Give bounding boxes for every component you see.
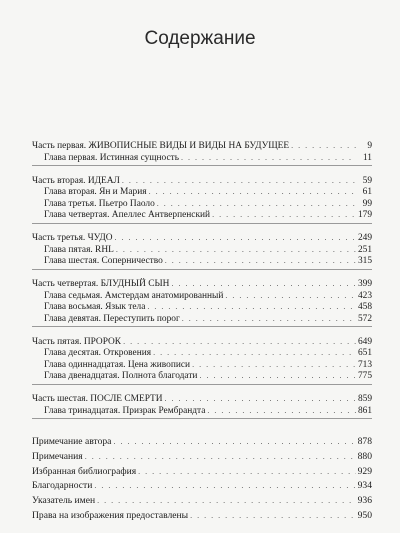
leader-dots xyxy=(291,140,356,152)
toc-chapter-label: Глава четвертая. Апеллес Антверпенский xyxy=(44,210,211,220)
toc-page-number: 859 xyxy=(357,394,372,404)
toc-chapter-3[interactable] xyxy=(32,198,372,210)
leader-dots xyxy=(94,479,355,494)
toc-page-number: 929 xyxy=(357,465,372,477)
leader-dots xyxy=(190,509,356,524)
toc-chapter-10[interactable] xyxy=(32,347,372,359)
toc-part-label: Часть четвертая. БЛУДНЫЙ СЫН xyxy=(32,279,170,289)
toc-page-number: 315 xyxy=(357,256,372,266)
leader-dots xyxy=(149,186,356,198)
toc-chapter-label: Глава третья. Пьетро Паоло xyxy=(44,198,155,209)
toc-chapter-label: Глава первая. Истинная сущность xyxy=(44,152,180,163)
leader-dots xyxy=(192,359,356,371)
part-divider xyxy=(32,326,372,327)
toc-chapter-12[interactable] xyxy=(32,370,372,382)
toc-back-label: Указатель имен xyxy=(32,495,96,507)
leader-dots xyxy=(85,450,356,465)
toc-part-label: Часть третья. ЧУДО xyxy=(32,233,113,243)
toc-chapter-6[interactable] xyxy=(32,255,372,267)
leader-dots xyxy=(165,255,356,267)
toc-part-3[interactable] xyxy=(32,232,372,244)
leader-dots xyxy=(123,336,356,348)
leader-dots xyxy=(116,244,356,256)
toc-chapter-1[interactable] xyxy=(32,152,372,164)
part-divider xyxy=(32,418,372,419)
toc-page-number: 861 xyxy=(357,405,372,416)
toc-back-item[interactable] xyxy=(32,494,372,509)
leader-dots xyxy=(212,209,356,221)
toc-part-5[interactable] xyxy=(32,336,372,348)
toc-page-number: 399 xyxy=(357,279,372,289)
table-of-contents xyxy=(32,140,372,524)
leader-dots xyxy=(181,152,356,164)
toc-back-label: Примечания xyxy=(32,450,83,462)
toc-page-number: 934 xyxy=(357,480,372,492)
toc-page-number: 572 xyxy=(357,313,372,324)
toc-chapter-label: Глава пятая. RHL xyxy=(44,244,114,255)
toc-back-label: Примечание автора xyxy=(32,436,112,447)
toc-chapter-label: Глава вторая. Ян и Мария xyxy=(44,187,147,197)
part-divider xyxy=(32,223,372,224)
toc-page-number: 458 xyxy=(357,302,372,312)
toc-part-4[interactable] xyxy=(32,278,372,290)
toc-part-label: Часть пятая. ПРОРОК xyxy=(32,336,122,347)
toc-back-label: Благодарности xyxy=(32,480,93,492)
toc-page-number: 423 xyxy=(357,290,372,301)
toc-page-number: 880 xyxy=(357,450,372,462)
toc-part-2[interactable] xyxy=(32,175,372,187)
toc-chapter-13[interactable] xyxy=(32,405,372,417)
toc-back-label: Права на изображения предоставлены xyxy=(32,509,189,521)
toc-page-number: 251 xyxy=(357,244,372,255)
leader-dots xyxy=(199,370,356,382)
leader-dots xyxy=(147,301,356,313)
page-title: Содержание xyxy=(144,28,256,49)
leader-dots xyxy=(138,465,355,480)
part-divider xyxy=(32,384,372,385)
leader-dots xyxy=(122,175,356,187)
toc-chapter-label: Глава девятая. Переступить порог xyxy=(44,313,180,324)
toc-page-number: 59 xyxy=(362,175,372,186)
toc-chapter-label: Глава седьмая. Амстердам анатомированный xyxy=(44,290,224,301)
leader-dots xyxy=(165,393,356,405)
back-matter xyxy=(32,435,372,524)
toc-page-number: 249 xyxy=(357,233,372,243)
leader-dots xyxy=(182,313,356,325)
leader-dots xyxy=(115,232,356,244)
toc-chapter-7[interactable] xyxy=(32,290,372,302)
toc-chapter-8[interactable] xyxy=(32,301,372,313)
toc-page-number: 11 xyxy=(362,152,372,163)
toc-back-item[interactable] xyxy=(32,435,372,450)
part-divider xyxy=(32,269,372,270)
toc-chapter-label: Глава одиннадцатая. Цена живописи xyxy=(44,359,191,370)
toc-part-6[interactable] xyxy=(32,393,372,405)
toc-back-item[interactable] xyxy=(32,450,372,465)
toc-page-number: 9 xyxy=(367,141,372,151)
toc-page-number: 61 xyxy=(362,187,372,197)
toc-chapter-11[interactable] xyxy=(32,359,372,371)
toc-chapter-label: Глава восьмая. Язык тела xyxy=(44,302,146,312)
toc-chapter-label: Глава десятая. Откровения xyxy=(44,348,152,358)
toc-chapter-5[interactable] xyxy=(32,244,372,256)
toc-page-number: 878 xyxy=(357,436,372,447)
toc-page-number: 99 xyxy=(362,198,372,209)
toc-part-label: Часть шестая. ПОСЛЕ СМЕРТИ xyxy=(32,394,163,404)
toc-chapter-4[interactable] xyxy=(32,209,372,221)
toc-page-number: 649 xyxy=(357,336,372,347)
toc-page-number: 950 xyxy=(357,509,372,521)
toc-part-1[interactable] xyxy=(32,140,372,152)
toc-part-label: Часть вторая. ИДЕАЛ xyxy=(32,175,120,186)
toc-page-number: 651 xyxy=(357,348,372,358)
toc-page-number: 179 xyxy=(357,210,372,220)
toc-back-item[interactable] xyxy=(32,479,372,494)
toc-chapter-2[interactable] xyxy=(32,186,372,198)
part-divider xyxy=(32,165,372,166)
toc-part-label: Часть первая. ЖИВОПИСНЫЕ ВИДЫ И ВИДЫ НА БУДУЩЕЕ xyxy=(32,141,290,151)
toc-back-item[interactable] xyxy=(32,509,372,524)
toc-chapter-label: Глава двенадцатая. Полнота благодати xyxy=(44,371,198,381)
leader-dots xyxy=(171,278,356,290)
toc-chapter-9[interactable] xyxy=(32,313,372,325)
toc-chapter-label: Глава шестая. Соперничество xyxy=(44,256,163,266)
leader-dots xyxy=(207,405,356,417)
leader-dots xyxy=(153,347,356,359)
leader-dots xyxy=(113,435,355,450)
toc-page-number: 713 xyxy=(357,359,372,370)
toc-back-label: Избранная библиография xyxy=(32,465,137,477)
toc-page-number: 936 xyxy=(357,495,372,507)
leader-dots xyxy=(157,198,356,210)
toc-chapter-label: Глава тринадцатая. Призрак Рембрандта xyxy=(44,405,206,416)
leader-dots xyxy=(225,290,356,302)
toc-back-item[interactable] xyxy=(32,465,372,480)
toc-page-number: 775 xyxy=(357,371,372,381)
leader-dots xyxy=(97,494,355,509)
